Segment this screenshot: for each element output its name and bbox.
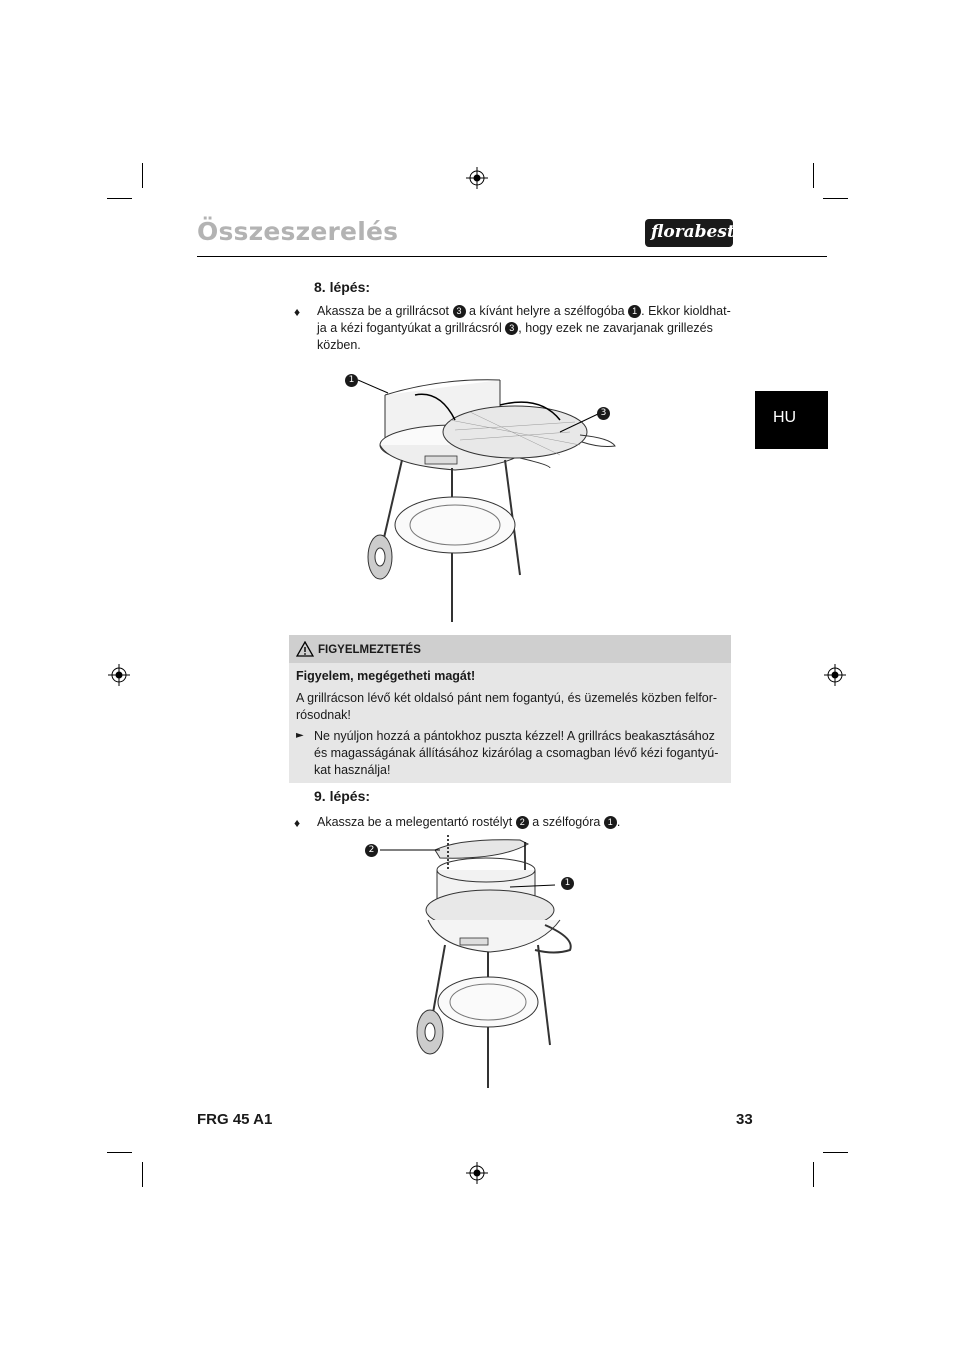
callout-1: 1: [561, 877, 574, 890]
text: , hogy ezek ne zavarjanak grillezés: [518, 321, 713, 335]
callout-3: 3: [597, 407, 610, 420]
part-number-badge: 3: [453, 305, 466, 318]
step8-line: [317, 320, 737, 337]
crop-mark: [107, 198, 132, 199]
crop-mark: [823, 1152, 848, 1153]
brand-name: florabest: [651, 222, 735, 242]
part-number-badge: 2: [516, 816, 529, 829]
step8-heading: 8. lépés:: [314, 279, 371, 295]
step8-text: [317, 303, 737, 354]
text: ja a kézi fogantyúkat a grillrácsról: [317, 321, 502, 335]
warning-text: [296, 690, 726, 724]
warning-item: [314, 728, 726, 779]
warning-subheading: Figyelem, megégetheti magát!: [296, 669, 476, 683]
text-line: kat használja!: [314, 763, 391, 777]
warning-box: [289, 635, 731, 783]
part-number-badge: 3: [505, 322, 518, 335]
text: a szélfogóra: [532, 815, 601, 829]
grill-illustration-step9: [360, 830, 590, 1092]
text: Akassza be a grillrácsot: [317, 304, 450, 318]
part-number-badge: 1: [628, 305, 641, 318]
language-label: HU: [773, 409, 797, 426]
text: . Ekkor kioldhat-: [641, 304, 731, 318]
warning-triangle-icon: [296, 641, 314, 657]
bullet-icon: ♦: [294, 816, 301, 830]
crop-mark: [823, 198, 848, 199]
callout-1: 1: [345, 374, 358, 387]
arrow-icon: ►: [296, 730, 304, 741]
crop-mark: [107, 1152, 132, 1153]
crop-mark: [142, 163, 143, 188]
bullet-icon: ♦: [294, 305, 301, 319]
language-tab: [755, 391, 828, 449]
text-line: A grillrácson lévő két oldalsó pánt nem fogantyú, és üzemelés közben felfor-: [296, 691, 718, 705]
text: a kívánt helyre a szélfogóba: [468, 304, 625, 318]
step8-line: [317, 303, 737, 320]
brand-logo: [645, 219, 733, 247]
registration-mark-icon: [824, 664, 846, 686]
header-rule: [197, 256, 827, 257]
warning-heading: FIGYELMEZTETÉS: [318, 644, 421, 656]
page-title: Összeszerelés: [197, 217, 399, 246]
model-number: FRG 45 A1: [197, 1111, 273, 1128]
part-number-badge: 1: [604, 816, 617, 829]
page-number: 33: [736, 1111, 753, 1128]
step8-line: közben.: [317, 338, 361, 352]
grill-illustration-step8: [340, 360, 630, 628]
crop-mark: [813, 163, 814, 188]
text-line: és magasságának állításához kizárólag a csomagban lévő kézi fogantyú-: [314, 746, 719, 760]
crop-mark: [813, 1162, 814, 1187]
registration-mark-icon: [108, 664, 130, 686]
text-line: Ne nyúljon hozzá a pántokhoz puszta kézzel! A grillrács beakasztásához: [314, 729, 715, 743]
warning-header: [289, 635, 731, 663]
callout-2: 2: [365, 844, 378, 857]
text: .: [616, 815, 621, 829]
registration-mark-icon: [466, 167, 488, 189]
step9-text: [317, 814, 737, 831]
registration-mark-icon: [466, 1162, 488, 1184]
crop-mark: [142, 1162, 143, 1187]
text: Akassza be a melegentartó rostélyt: [317, 815, 513, 829]
step9-heading: 9. lépés:: [314, 788, 371, 804]
text-line: rósodnak!: [296, 708, 351, 722]
